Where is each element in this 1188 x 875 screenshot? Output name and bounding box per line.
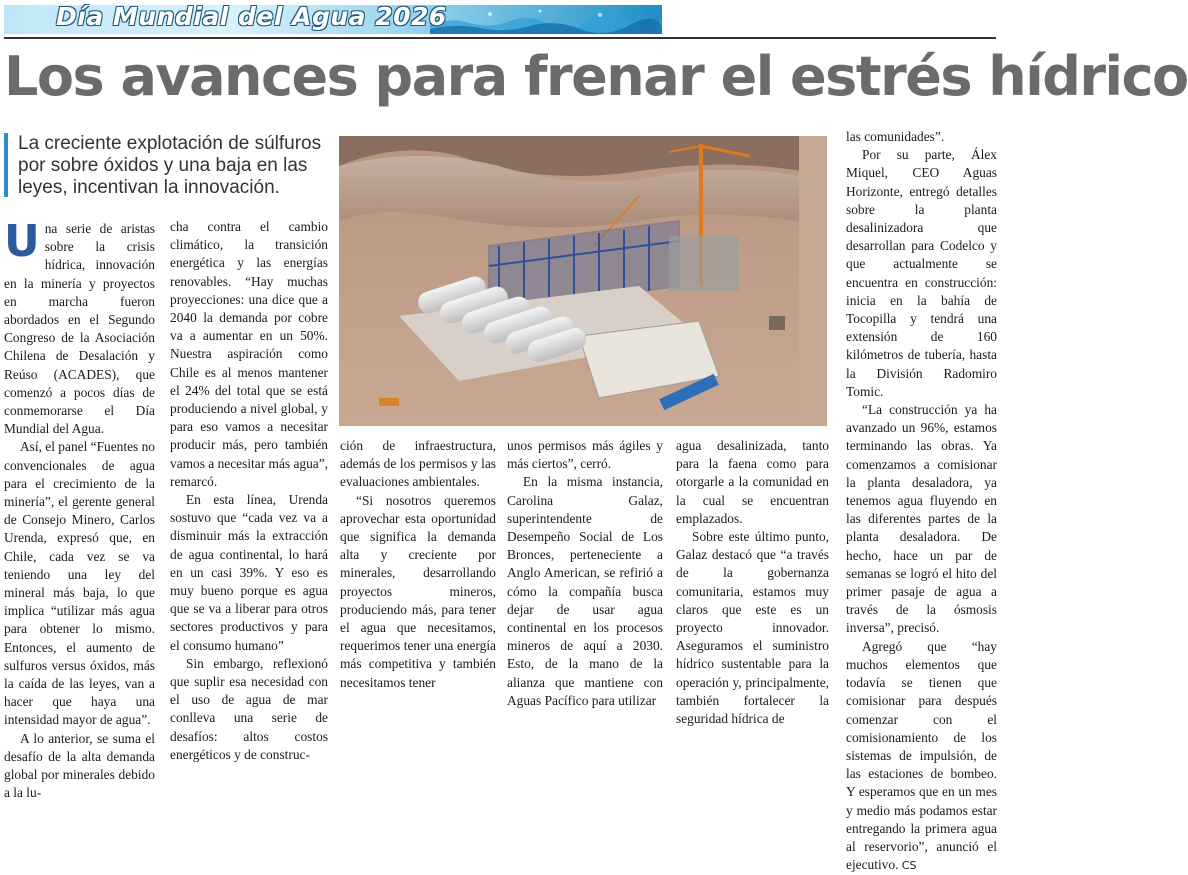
article-column-3 bbox=[340, 437, 496, 692]
paragraph: ción de infraestructura, además de los permisos y las evaluaciones ambientales. bbox=[340, 438, 496, 490]
article-column-4 bbox=[507, 437, 663, 710]
paragraph: Sobre este último punto, Galaz destacó que “a través de la gobernanza comunitaria, estamos muy claros que este es un proyecto innovador. Aseguramos el suministro hídrico sustentable para la operación y, principalmente, también fortalecer la seguridad hídrica de bbox=[676, 529, 829, 727]
banner-wave-graphic bbox=[430, 5, 662, 34]
subhead: La creciente explotación de súlfuros por sobre óxidos y una baja en las leyes, incentivan la innovación. bbox=[4, 133, 348, 197]
paragraph: Así, el panel “Fuentes no convencionales de agua para el crecimiento de la minería”, el gerente general de Consejo Minero, Carlos Urenda, expresó que, en Chile, cada vez se va teniendo una ley del mineral más baja, lo que implica “utilizar más agua para obtener lo mismo. Entonces, el aumento de sulfuros versus óxidos, más la caída de las leyes, van a hacer que haya una intensidad mayor de agua”. bbox=[4, 439, 155, 728]
paragraph: En esta línea, Urenda sostuvo que “cada vez va a disminuir más la extracción de agua continental, lo hará en un casi 39%. Y eso es muy bueno porque es agua que se va a liberar para otros sectores productivos y para el consumo humano” bbox=[170, 492, 328, 653]
paragraph: Sin embargo, reflexionó que suplir esa necesidad con el uso de agua de mar conlleva una serie de desafíos: altos costos energéticos y de construc- bbox=[170, 655, 328, 762]
paragraph-text: na serie de aristas sobre la crisis hídrica, innovación en la minería y proyectos en marcha fueron abordados en el Segundo Congreso de la Asociación Chilena de Desalación y Reúso (ACADES), que comenzó a pocos días de conmemorarse el Día Mundial del Agua. bbox=[4, 221, 155, 437]
paragraph: En la misma instancia, Carolina Galaz, superintendente de Desempeño Social de Los Bronces, perteneciente a Anglo American, se refirió a cómo la compañía busca dejar de usar agua continental en los procesos mineros de aquí a 2030. Esto, de la mano de la alianza que mantiene con Aguas Pacífico para utilizar bbox=[507, 474, 663, 708]
paragraph: “La construcción ya ha avanzado un 96%, estamos terminando las obras. Ya comenzamos a comisionar la planta desaladora, ya tenemos agua fluyendo en las diferentes partes de la planta desaladora. De hecho, hace un par de semanas se logró el hito del primer pasaje de agua a través de la ósmosis inversa”, precisó. bbox=[846, 402, 997, 636]
paragraph: las comunidades”. bbox=[846, 129, 945, 144]
article-column-1 bbox=[4, 216, 155, 803]
paragraph: “Si nosotros queremos aprovechar esta oportunidad que significa la demanda alta y creciente por minerales, desarrollando proyectos mineros, produciendo más, para tener el agua que necesitamos, requerimos tener una energía más competitiva y también necesitamos tener bbox=[340, 492, 496, 690]
paragraph: Por su parte, Álex Miquel, CEO Aguas Horizonte, entregó detalles sobre la planta desalinizadora que desarrollan para Codelco y que actualmente se encuentra en construcción: inicia en la bahía de Tocopilla y tendrá una extensión de 160 kilómetros de tubería, hasta la División Radomiro Tomic. bbox=[846, 147, 997, 399]
article-column-2 bbox=[170, 218, 328, 764]
paragraph-text: Agregó que “hay muchos elementos que todavía se tienen que comisionar para después comenzar con el comisionamiento de los sistemas de impulsión, de las estaciones de bombeo. Y esperamos que en un mes y medio más podamos estar entregando la primera agua al reservorio”, anunció el ejecutivo. bbox=[846, 638, 997, 873]
paragraph: agua desalinizada, tanto para la faena como para otorgarle a la comunidad en la cual se encuentran emplazados. bbox=[676, 438, 829, 526]
end-mark: CS bbox=[901, 859, 917, 873]
article-column-5 bbox=[676, 437, 829, 728]
paragraph: unos permisos más ágiles y más ciertos”, cerró. bbox=[507, 438, 663, 472]
headline: Los avances para frenar el estrés hídrico bbox=[4, 45, 1188, 108]
drop-cap: U bbox=[4, 216, 40, 267]
paragraph bbox=[4, 216, 155, 438]
article-column-6 bbox=[846, 128, 997, 875]
banner-title: Día Mundial del Agua 2026 bbox=[56, 2, 447, 31]
desalination-plant-photo bbox=[339, 136, 827, 426]
paragraph: A lo anterior, se suma el desafío de la alta demanda global por minerales debido a la lu- bbox=[4, 730, 155, 801]
paragraph: cha contra el cambio climático, la transición energética y las energías renovables. “Hay muchas proyecciones: una dice que a 2040 la demanda por cobre va a aumentar en un 50%. Nuestra aspiración como Chile es al menos mantener el 24% del total que se está produciendo a nivel global, y para eso vamos a necesitar producir más, pero también vamos a necesitar más agua”, remarcó. bbox=[170, 219, 329, 489]
header-rule bbox=[4, 37, 996, 39]
section-banner bbox=[0, 0, 1000, 40]
paragraph bbox=[846, 638, 997, 875]
